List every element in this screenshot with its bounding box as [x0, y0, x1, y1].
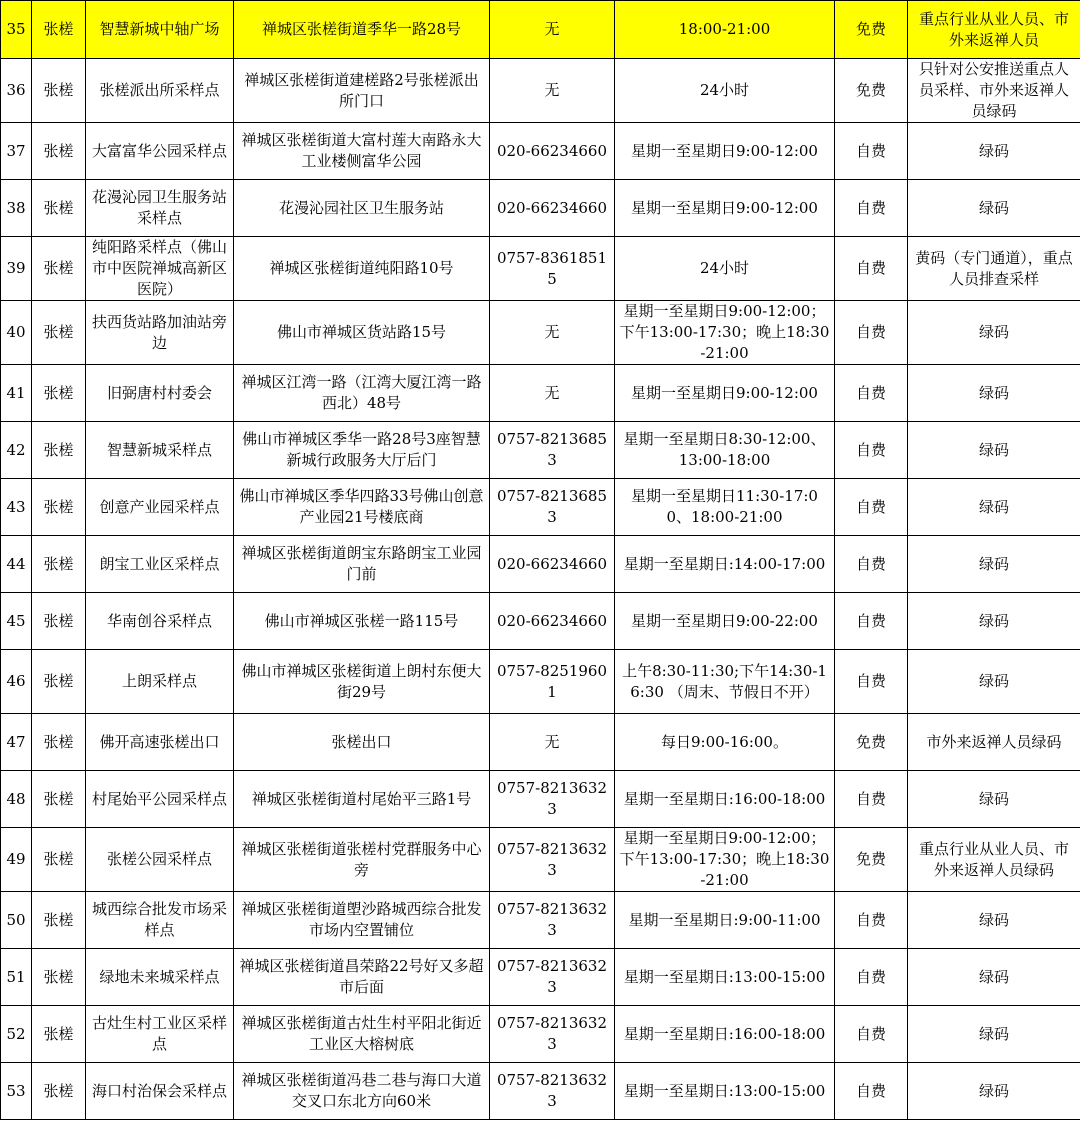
fee-cell: 自费 [835, 536, 908, 593]
fee-cell: 自费 [835, 1063, 908, 1120]
row-number: 42 [1, 422, 32, 479]
fee-cell: 自费 [835, 771, 908, 828]
hours-cell: 星期一至星期日9:00-12:00；下午13:00-17:30；晚上18:30-21:00 [615, 301, 835, 365]
target-group-cell: 绿码 [908, 650, 1080, 714]
site-name-cell: 大富富华公园采样点 [86, 123, 234, 180]
street-cell: 张槎 [32, 1063, 86, 1120]
table-row [1, 828, 1080, 892]
address-cell: 花漫沁园社区卫生服务站 [234, 180, 490, 237]
phone-cell: 0757-82136853 [490, 479, 615, 536]
fee-cell: 自费 [835, 180, 908, 237]
address-cell: 禅城区张槎街道塱沙路城西综合批发市场内空置铺位 [234, 892, 490, 949]
table-row [1, 123, 1080, 180]
table-row [1, 771, 1080, 828]
site-name-cell: 张槎公园采样点 [86, 828, 234, 892]
street-cell: 张槎 [32, 536, 86, 593]
phone-cell: 020-66234660 [490, 123, 615, 180]
row-number: 47 [1, 714, 32, 771]
fee-cell: 自费 [835, 593, 908, 650]
phone-cell: 020-66234660 [490, 593, 615, 650]
phone-cell: 无 [490, 1, 615, 59]
address-cell: 禅城区张槎街道张槎村党群服务中心旁 [234, 828, 490, 892]
phone-cell: 0757-82136323 [490, 1006, 615, 1063]
fee-cell: 免费 [835, 714, 908, 771]
phone-cell: 0757-82519601 [490, 650, 615, 714]
row-number: 35 [1, 1, 32, 59]
row-number: 40 [1, 301, 32, 365]
address-cell: 禅城区张槎街道村尾始平三路1号 [234, 771, 490, 828]
address-cell: 佛山市禅城区张槎街道上朗村东便大街29号 [234, 650, 490, 714]
street-cell: 张槎 [32, 1006, 86, 1063]
site-name-cell: 佛开高速张槎出口 [86, 714, 234, 771]
target-group-cell: 绿码 [908, 301, 1080, 365]
table-row [1, 180, 1080, 237]
target-group-cell: 绿码 [908, 892, 1080, 949]
hours-cell: 星期一至星期日9:00-22:00 [615, 593, 835, 650]
phone-cell: 无 [490, 714, 615, 771]
fee-cell: 自费 [835, 301, 908, 365]
hours-cell: 星期一至星期日9:00-12:00 [615, 123, 835, 180]
hours-cell: 星期一至星期日:13:00-15:00 [615, 1063, 835, 1120]
target-group-cell: 市外来返禅人员绿码 [908, 714, 1080, 771]
row-number: 37 [1, 123, 32, 180]
target-group-cell: 绿码 [908, 365, 1080, 422]
target-group-cell: 绿码 [908, 422, 1080, 479]
hours-cell: 每日9:00-16:00。 [615, 714, 835, 771]
table-row [1, 593, 1080, 650]
hours-cell: 星期一至星期日8:30-12:00、13:00-18:00 [615, 422, 835, 479]
street-cell: 张槎 [32, 650, 86, 714]
target-group-cell: 绿码 [908, 180, 1080, 237]
phone-cell: 0757-83618515 [490, 237, 615, 301]
row-number: 46 [1, 650, 32, 714]
street-cell: 张槎 [32, 180, 86, 237]
row-number: 49 [1, 828, 32, 892]
site-name-cell: 智慧新城中轴广场 [86, 1, 234, 59]
fee-cell: 自费 [835, 949, 908, 1006]
row-number: 44 [1, 536, 32, 593]
row-number: 41 [1, 365, 32, 422]
address-cell: 佛山市禅城区季华一路28号3座智慧新城行政服务大厅后门 [234, 422, 490, 479]
phone-cell: 0757-82136853 [490, 422, 615, 479]
fee-cell: 免费 [835, 59, 908, 123]
street-cell: 张槎 [32, 771, 86, 828]
address-cell: 禅城区张槎街道纯阳路10号 [234, 237, 490, 301]
row-number: 36 [1, 59, 32, 123]
address-cell: 禅城区张槎街道古灶生村平阳北街近工业区大榕树底 [234, 1006, 490, 1063]
hours-cell: 星期一至星期日9:00-12:00；下午13:00-17:30；晚上18:30-21:00 [615, 828, 835, 892]
site-name-cell: 海口村治保会采样点 [86, 1063, 234, 1120]
target-group-cell: 绿码 [908, 479, 1080, 536]
hours-cell: 星期一至星期日9:00-12:00 [615, 365, 835, 422]
address-cell: 禅城区江湾一路（江湾大厦江湾一路西北）48号 [234, 365, 490, 422]
target-group-cell: 黄码（专门通道），重点人员排查采样 [908, 237, 1080, 301]
street-cell: 张槎 [32, 828, 86, 892]
site-name-cell: 旧弼唐村村委会 [86, 365, 234, 422]
phone-cell: 0757-82136323 [490, 828, 615, 892]
table-body [1, 1, 1080, 1120]
target-group-cell: 绿码 [908, 123, 1080, 180]
hours-cell: 星期一至星期日9:00-12:00 [615, 180, 835, 237]
fee-cell: 免费 [835, 828, 908, 892]
address-cell: 禅城区张槎街道季华一路28号 [234, 1, 490, 59]
address-cell: 佛山市禅城区货站路15号 [234, 301, 490, 365]
target-group-cell: 重点行业从业人员、市外来返禅人员 [908, 1, 1080, 59]
street-cell: 张槎 [32, 59, 86, 123]
phone-cell: 无 [490, 59, 615, 123]
site-name-cell: 智慧新城采样点 [86, 422, 234, 479]
table-row [1, 892, 1080, 949]
fee-cell: 免费 [835, 1, 908, 59]
street-cell: 张槎 [32, 714, 86, 771]
street-cell: 张槎 [32, 892, 86, 949]
phone-cell: 无 [490, 301, 615, 365]
fee-cell: 自费 [835, 237, 908, 301]
table-row [1, 422, 1080, 479]
table-row [1, 365, 1080, 422]
address-cell: 佛山市禅城区张槎一路115号 [234, 593, 490, 650]
site-name-cell: 张槎派出所采样点 [86, 59, 234, 123]
target-group-cell: 绿码 [908, 771, 1080, 828]
row-number: 48 [1, 771, 32, 828]
site-name-cell: 城西综合批发市场采样点 [86, 892, 234, 949]
site-name-cell: 绿地未来城采样点 [86, 949, 234, 1006]
address-cell: 禅城区张槎街道冯巷二巷与海口大道交叉口东北方向60米 [234, 1063, 490, 1120]
row-number: 43 [1, 479, 32, 536]
site-name-cell: 上朗采样点 [86, 650, 234, 714]
target-group-cell: 绿码 [908, 949, 1080, 1006]
hours-cell: 星期一至星期日:16:00-18:00 [615, 771, 835, 828]
hours-cell: 24小时 [615, 237, 835, 301]
phone-cell: 020-66234660 [490, 180, 615, 237]
row-number: 52 [1, 1006, 32, 1063]
address-cell: 张槎出口 [234, 714, 490, 771]
phone-cell: 0757-82136323 [490, 771, 615, 828]
phone-cell: 0757-82136323 [490, 949, 615, 1006]
site-name-cell: 花漫沁园卫生服务站采样点 [86, 180, 234, 237]
site-name-cell: 扶西货站路加油站旁边 [86, 301, 234, 365]
fee-cell: 自费 [835, 650, 908, 714]
address-cell: 禅城区张槎街道昌荣路22号好又多超市后面 [234, 949, 490, 1006]
site-name-cell: 朗宝工业区采样点 [86, 536, 234, 593]
target-group-cell: 绿码 [908, 593, 1080, 650]
table-row [1, 59, 1080, 123]
target-group-cell: 绿码 [908, 1063, 1080, 1120]
target-group-cell: 重点行业从业人员、市外来返禅人员绿码 [908, 828, 1080, 892]
hours-cell: 18:00-21:00 [615, 1, 835, 59]
fee-cell: 自费 [835, 123, 908, 180]
address-cell: 禅城区张槎街道建槎路2号张槎派出所门口 [234, 59, 490, 123]
street-cell: 张槎 [32, 593, 86, 650]
target-group-cell: 只针对公安推送重点人员采样、市外来返禅人员绿码 [908, 59, 1080, 123]
fee-cell: 自费 [835, 422, 908, 479]
hours-cell: 星期一至星期日11:30-17:00、18:00-21:00 [615, 479, 835, 536]
table-row [1, 479, 1080, 536]
table-row [1, 714, 1080, 771]
table-row [1, 1, 1080, 59]
phone-cell: 020-66234660 [490, 536, 615, 593]
phone-cell: 无 [490, 365, 615, 422]
row-number: 45 [1, 593, 32, 650]
street-cell: 张槎 [32, 1, 86, 59]
fee-cell: 自费 [835, 479, 908, 536]
street-cell: 张槎 [32, 301, 86, 365]
street-cell: 张槎 [32, 949, 86, 1006]
street-cell: 张槎 [32, 479, 86, 536]
hours-cell: 星期一至星期日:16:00-18:00 [615, 1006, 835, 1063]
table-row [1, 237, 1080, 301]
hours-cell: 上午8:30-11:30;下午14:30-16:30 （周末、节假日不开） [615, 650, 835, 714]
table-row [1, 1006, 1080, 1063]
address-cell: 禅城区张槎街道朗宝东路朗宝工业园门前 [234, 536, 490, 593]
row-number: 50 [1, 892, 32, 949]
table-row [1, 949, 1080, 1006]
table-row [1, 650, 1080, 714]
street-cell: 张槎 [32, 123, 86, 180]
row-number: 38 [1, 180, 32, 237]
site-name-cell: 纯阳路采样点（佛山市中医院禅城高新区医院） [86, 237, 234, 301]
fee-cell: 自费 [835, 1006, 908, 1063]
hours-cell: 星期一至星期日:14:00-17:00 [615, 536, 835, 593]
address-cell: 佛山市禅城区季华四路33号佛山创意产业园21号楼底商 [234, 479, 490, 536]
street-cell: 张槎 [32, 422, 86, 479]
fee-cell: 自费 [835, 892, 908, 949]
site-name-cell: 创意产业园采样点 [86, 479, 234, 536]
fee-cell: 自费 [835, 365, 908, 422]
hours-cell: 星期一至星期日:13:00-15:00 [615, 949, 835, 1006]
site-name-cell: 古灶生村工业区采样点 [86, 1006, 234, 1063]
row-number: 53 [1, 1063, 32, 1120]
site-name-cell: 村尾始平公园采样点 [86, 771, 234, 828]
row-number: 51 [1, 949, 32, 1006]
street-cell: 张槎 [32, 237, 86, 301]
row-number: 39 [1, 237, 32, 301]
phone-cell: 0757-82136323 [490, 1063, 615, 1120]
address-cell: 禅城区张槎街道大富村莲大南路永大工业楼侧富华公园 [234, 123, 490, 180]
target-group-cell: 绿码 [908, 536, 1080, 593]
hours-cell: 24小时 [615, 59, 835, 123]
phone-cell: 0757-82136323 [490, 892, 615, 949]
table-row [1, 536, 1080, 593]
site-name-cell: 华南创谷采样点 [86, 593, 234, 650]
hours-cell: 星期一至星期日:9:00-11:00 [615, 892, 835, 949]
table-row [1, 1063, 1080, 1120]
target-group-cell: 绿码 [908, 1006, 1080, 1063]
table-row [1, 301, 1080, 365]
street-cell: 张槎 [32, 365, 86, 422]
